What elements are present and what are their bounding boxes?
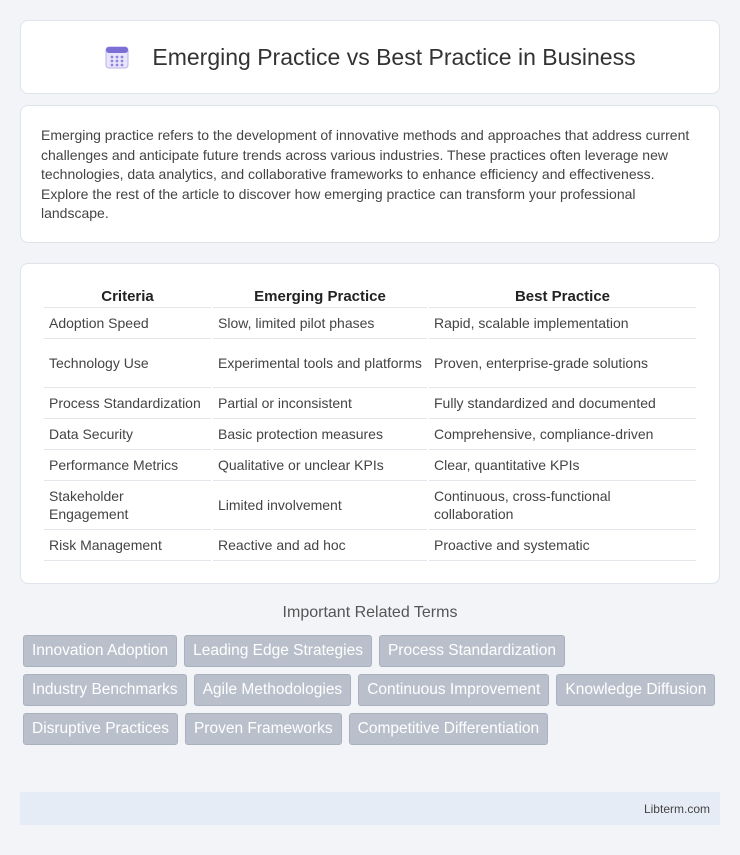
- table-header-row: [44, 284, 696, 308]
- table-row: [44, 308, 696, 339]
- table-row: [44, 530, 696, 561]
- column-header-criteria: Criteria: [44, 284, 211, 308]
- tag-leading-edge-strategies[interactable]: Leading Edge Strategies: [184, 635, 372, 667]
- tag-proven-frameworks[interactable]: Proven Frameworks: [185, 713, 342, 745]
- column-header-emerging: Emerging Practice: [213, 284, 427, 308]
- tag-disruptive-practices[interactable]: Disruptive Practices: [23, 713, 178, 745]
- footer-site-link[interactable]: Libterm.com: [643, 801, 710, 816]
- table-cell: Experimental tools and platforms: [213, 339, 427, 388]
- tag-continuous-improvement[interactable]: Continuous Improvement: [358, 674, 549, 706]
- table-row: [44, 339, 696, 388]
- tag-agile-methodologies[interactable]: Agile Methodologies: [194, 674, 352, 706]
- related-terms-section: [20, 604, 720, 745]
- calendar-grid-icon: [104, 44, 130, 70]
- column-header-best: Best Practice: [429, 284, 696, 308]
- table-cell: Basic protection measures: [213, 419, 427, 450]
- footer: [20, 792, 720, 825]
- table-cell: Process Standardization: [44, 388, 211, 419]
- table-cell: Limited involvement: [213, 481, 427, 530]
- tag-competitive-differentiation[interactable]: Competitive Differentiation: [349, 713, 549, 745]
- tag-knowledge-diffusion[interactable]: Knowledge Diffusion: [556, 674, 715, 706]
- table-cell: Qualitative or unclear KPIs: [213, 450, 427, 481]
- comparison-table: [42, 284, 698, 561]
- table-cell: Partial or inconsistent: [213, 388, 427, 419]
- table-cell: Risk Management: [44, 530, 211, 561]
- tag-innovation-adoption[interactable]: Innovation Adoption: [23, 635, 177, 667]
- intro-card: [20, 105, 720, 243]
- table-row: [44, 419, 696, 450]
- tag-industry-benchmarks[interactable]: Industry Benchmarks: [23, 674, 187, 706]
- table-row: [44, 481, 696, 530]
- table-row: [44, 388, 696, 419]
- table-cell: Proactive and systematic: [429, 530, 696, 561]
- related-terms-title: Important Related Terms: [282, 604, 458, 621]
- related-terms-tags: [20, 635, 720, 745]
- header-card: [20, 20, 720, 94]
- table-cell: Technology Use: [44, 339, 211, 388]
- table-cell: Stakeholder Engagement: [44, 481, 211, 530]
- table-cell: Performance Metrics: [44, 450, 211, 481]
- table-cell: Comprehensive, compliance-driven: [429, 419, 696, 450]
- page-title: Emerging Practice vs Best Practice in Business: [152, 43, 636, 70]
- comparison-table-card: [20, 263, 720, 584]
- tag-process-standardization[interactable]: Process Standardization: [379, 635, 565, 667]
- table-cell: Fully standardized and documented: [429, 388, 696, 419]
- table-cell: Data Security: [44, 419, 211, 450]
- table-cell: Clear, quantitative KPIs: [429, 450, 696, 481]
- intro-text: Emerging practice refers to the development of innovative methods and approaches that address current challenges and anticipate future trends across various industries. These practices often leverage new technologies, data analytics, and collaborative frameworks to enhance efficiency and effectiveness. Explore the rest of the article to discover how emerging practice can transform your professional landscape.: [41, 127, 690, 221]
- table-cell: Adoption Speed: [44, 308, 211, 339]
- table-cell: Rapid, scalable implementation: [429, 308, 696, 339]
- table-cell: Proven, enterprise-grade solutions: [429, 339, 696, 388]
- table-cell: Reactive and ad hoc: [213, 530, 427, 561]
- table-cell: Continuous, cross-functional collaboration: [429, 481, 696, 530]
- table-row: [44, 450, 696, 481]
- table-cell: Slow, limited pilot phases: [213, 308, 427, 339]
